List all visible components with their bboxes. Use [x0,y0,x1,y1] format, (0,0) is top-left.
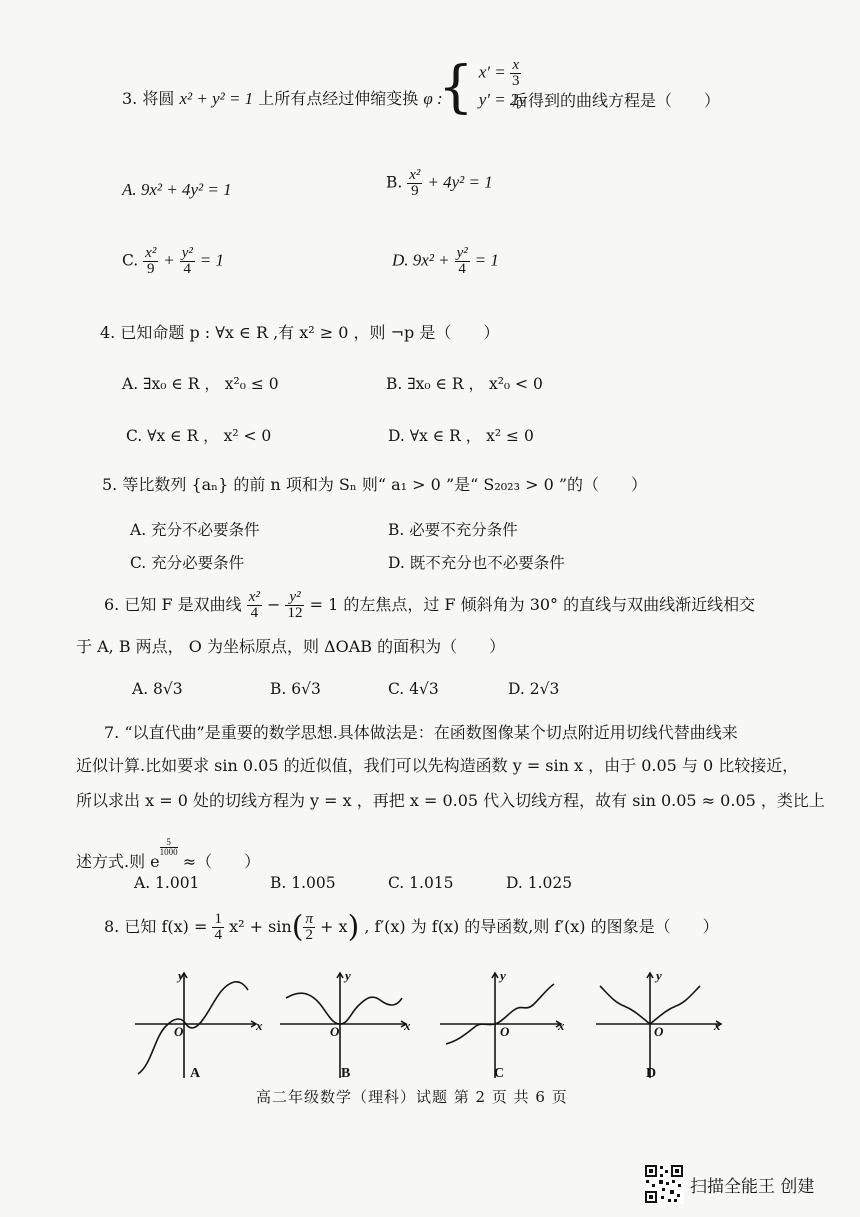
q5-stem: 5. 等比数列 {aₙ} 的前 n 项和为 Sₙ 则“ a₁ > 0 ”是“ S₂₀₂₃ > 0 ”的（ ） [102,475,648,494]
graph-b-label: B [341,1066,351,1081]
q5-option-b: B. 必要不充分条件 [388,521,518,539]
q3-stem [122,88,443,110]
qr-code-icon [644,1164,684,1204]
graph-c-y-label: y [500,968,506,983]
q3-eq1: x′ = $\frac{x}{3}$ [478,57,520,89]
q3-option-c: C. $\frac{\text{x²}}{9}$ + $\frac{\text{y²}}{4}$ = 1 [122,245,225,277]
q3-option-a: A. 9x² + 4y² = 1 [122,180,232,199]
q3-option-b: B. $\frac{\text{x²}}{9}$ + 4y² = 1 [386,167,493,199]
q7-line1: 7. “以直代曲”是重要的数学思想.具体做法是：在函数图像某个切点附近用切线代替曲线来 [104,723,738,742]
q5-option-d: D. 既不充分也不必要条件 [388,554,565,572]
graph-a-x-label: x [256,1018,263,1033]
q6-option-d: D. 2√3 [508,680,560,698]
graph-a-origin: O [174,1024,184,1039]
graph-a-label: A [190,1066,201,1081]
q4-stem: 4. 已知命题 p : ∀x ∈ R ,有 x² ≥ 0 ，则 ¬p 是（ ） [100,323,500,342]
q7-line3: 所以求出 x = 0 处的切线方程为 y = x ，再把 x = 0.05 代入切线方程，故有 sin 0.05 ≈ 0.05 ，类比上 [76,791,825,810]
graph-a [135,973,256,1078]
graph-b-x-label: x [404,1018,411,1033]
q7-option-a: A. 1.001 [134,874,200,892]
graph-d-y-label: y [656,968,662,983]
graph-d-origin: O [654,1024,664,1039]
q7-line2: 近似计算.比如要求 sin 0.05 的近似值，我们可以先构造函数 y = sin x ，由于 0.05 与 0 比较接近， [76,756,799,775]
q3-option-d: D. 9x² + $\frac{\text{y²}}{4}$ = 1 [392,245,499,277]
graph-b-y-label: y [345,968,351,983]
q3-phi: φ : [423,89,443,108]
q3-stem-a: 3. 将圆 [122,89,175,108]
q6-option-a: A. 8√3 [132,680,183,698]
q7-line4: 述方式.则 e $\frac{5}{1000}$ ≈（ ） [76,837,261,871]
q5-option-a: A. 充分不必要条件 [130,521,260,539]
graph-d-x-label: x [714,1018,721,1033]
q3-eq2: y′ = 2y [478,90,527,109]
q8-graphs [130,968,730,1088]
graph-a-y-label: y [178,968,184,983]
q5-option-c: C. 充分必要条件 [130,554,245,572]
graph-c-x-label: x [558,1018,565,1033]
q6-stem-line2: 于 A, B 两点， O 为坐标原点，则 ΔOAB 的面积为（ ） [76,637,506,656]
graph-c-origin: O [500,1024,510,1039]
page-footer: 高二年级数学（理科）试题 第 2 页 共 6 页 [256,1088,568,1106]
q7-option-b: B. 1.005 [270,874,336,892]
q4-option-b: B. ∃x₀ ∈ R ， x²₀ < 0 [386,375,543,393]
graph-c-label: C [494,1066,505,1081]
q6-option-c: C. 4√3 [388,680,439,698]
watermark-text: 扫描全能王 创建 [690,1177,815,1197]
q4-option-a: A. ∃x₀ ∈ R ， x²₀ ≤ 0 [122,375,279,393]
q3-stem-b: 上所有点经过伸缩变换 [258,89,419,108]
q3-stem-c: 后得到的曲线方程是（ ） [512,91,721,110]
graph-b-origin: O [330,1024,340,1039]
q3-circle-eq: x² + y² = 1 [179,89,254,108]
q6-stem-line1: 6. 已知 F 是双曲线 $\frac{\text{x²}}{4}$ − $\frac{\text{y²}}{12}$ = 1 的左焦点，过 F 倾斜角为 30° 的直线与双曲线渐近线相交 [104,589,756,621]
q8-stem: 8. 已知 f(x) = $\frac{1}{4}$ x² + sin( $\frac{\pi}{2}$ + x) , f′(x) 为 f(x) 的导函数,则 f′(x) 的图象是（ ） [104,909,719,945]
q6-option-b: B. 6√3 [270,680,321,698]
graph-b [280,973,406,1078]
q7-option-d: D. 1.025 [506,874,573,892]
brace-icon: { [438,55,474,120]
q4-option-d: D. ∀x ∈ R ， x² ≤ 0 [388,427,534,445]
q7-option-c: C. 1.015 [388,874,454,892]
graph-d-label: D [646,1066,657,1081]
q4-option-c: C. ∀x ∈ R ， x² < 0 [126,427,272,445]
